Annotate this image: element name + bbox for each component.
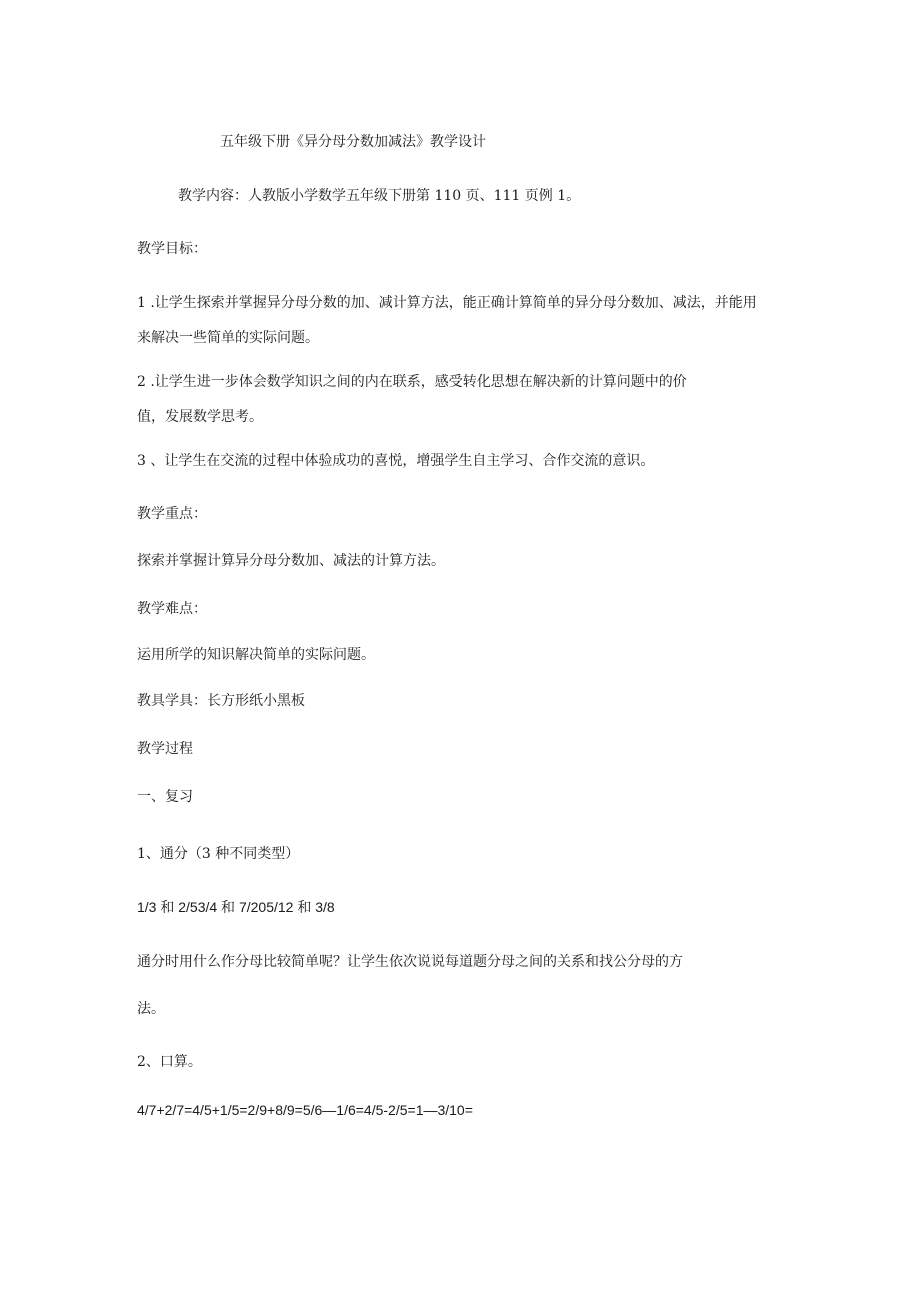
tools-line: 教具学具：长方形纸小黑板 [137, 693, 305, 709]
objective-2-line-1: 2 .让学生进一步体会数学知识之间的内在联系，感受转化思想在解决新的计算问题中的价 [137, 374, 687, 390]
process-heading: 教学过程 [137, 741, 193, 757]
review-1-question-line-2: 法。 [137, 1001, 165, 1017]
review-heading: 一、复习 [137, 789, 193, 805]
review-1-fractions: 1/3 和 2/53/4 和 7/205/12 和 3/8 [137, 899, 335, 915]
key-point-heading: 教学重点： [137, 506, 207, 522]
document-title: 五年级下册《异分母分数加减法》教学设计 [220, 134, 486, 150]
teaching-content: 教学内容：人教版小学数学五年级下册第 110 页、111 页例 1。 [178, 188, 581, 204]
difficulty-heading: 教学难点： [137, 601, 207, 617]
objective-1-line-1: 1 .让学生探索并掌握异分母分数的加、减计算方法，能正确计算简单的异分母分数加、减法，并能用 [137, 295, 757, 311]
objective-2-line-2: 值，发展数学思考。 [137, 409, 263, 425]
difficulty-text: 运用所学的知识解决简单的实际问题。 [137, 647, 375, 663]
review-1-question-line-1: 通分时用什么作分母比较简单呢？让学生依次说说每道题分母之间的关系和找公分母的方 [137, 954, 683, 970]
review-item-1: 1、通分（3 种不同类型） [137, 846, 300, 862]
review-2-mental-math: 4/7+2/7=4/5+1/5=2/9+8/9=5/6—1/6=4/5-2/5=1—3/10= [137, 1102, 473, 1118]
objective-3: 3 、让学生在交流的过程中体验成功的喜悦，增强学生自主学习、合作交流的意识。 [137, 453, 655, 469]
objectives-heading: 教学目标： [137, 241, 207, 257]
objective-1-line-2: 来解决一些简单的实际问题。 [137, 330, 319, 346]
review-item-2: 2、口算。 [137, 1054, 202, 1070]
key-point-text: 探索并掌握计算异分母分数加、减法的计算方法。 [137, 553, 445, 569]
